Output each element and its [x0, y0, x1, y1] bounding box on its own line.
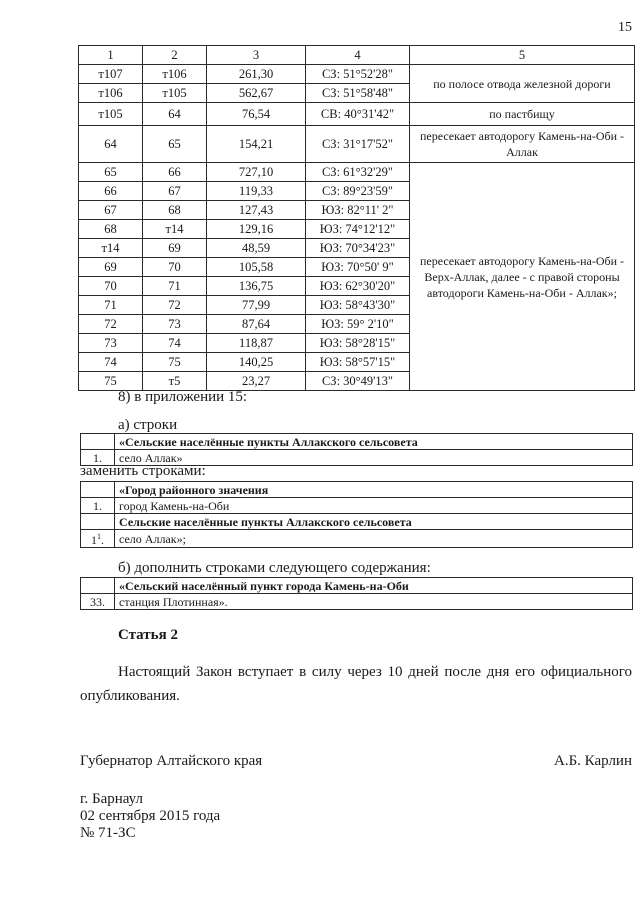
page-number: 15: [618, 20, 632, 35]
replace-row-2-num-sup: 1: [97, 532, 101, 541]
cell-col-4: ЮЗ: 58°57'15": [306, 353, 410, 372]
cell-col-4: СЗ: 30°49'13": [306, 372, 410, 391]
cell-col-2: т14: [143, 220, 207, 239]
part-b-table: [80, 577, 633, 610]
cell-col-2: т106: [143, 65, 207, 84]
cell-col-3: 140,25: [207, 353, 306, 372]
replace-table: [80, 481, 633, 548]
cell-col-4: ЮЗ: 74°12'12": [306, 220, 410, 239]
column-header-5: 5: [410, 46, 635, 65]
cell-col-3: 87,64: [207, 315, 306, 334]
cell-col-3: 48,59: [207, 239, 306, 258]
column-header-1: 1: [79, 46, 143, 65]
route-note-road2: пересекает автодорогу Камень-на-Оби - Верх-Аллак, далее - с правой стороны автодороги Камень-на-Оби - Аллак»;: [410, 163, 635, 391]
part-b-row-text: станция Плотинная».: [115, 594, 633, 610]
cell-col-2: 73: [143, 315, 207, 334]
replace-header-1: «Город районного значения: [115, 482, 633, 498]
cell-col-1: т106: [79, 84, 143, 103]
column-header-3: 3: [207, 46, 306, 65]
cell-col-1: 74: [79, 353, 143, 372]
part-a-row-num: 1.: [81, 450, 115, 466]
item-8: 8) в приложении 15:: [118, 389, 248, 405]
part-b-row-num: 33.: [81, 594, 115, 610]
replace-label: заменить строками:: [80, 463, 206, 479]
replace-empty-cell-2: [81, 514, 115, 530]
cell-col-3: 562,67: [207, 84, 306, 103]
part-b-empty-cell: [81, 578, 115, 594]
cell-col-1: 75: [79, 372, 143, 391]
route-note-road1: пересекает автодорогу Камень-на-Оби - Аллак: [410, 126, 635, 163]
part-b-label: б) дополнить строками следующего содержания:: [118, 560, 431, 576]
replace-row-1-text: город Камень-на-Оби: [115, 498, 633, 514]
part-a-empty-cell: [81, 434, 115, 450]
cell-col-1: т14: [79, 239, 143, 258]
cell-col-2: 69: [143, 239, 207, 258]
replace-row-2-num-main: 1: [91, 533, 97, 547]
cell-col-4: СЗ: 31°17'52": [306, 126, 410, 163]
signature-name: А.Б. Карлин: [553, 753, 632, 769]
cell-col-2: 67: [143, 182, 207, 201]
cell-col-4: СЗ: 61°32'29": [306, 163, 410, 182]
replace-header-2: Сельские населённые пункты Аллакского сельсовета: [115, 514, 633, 530]
cell-col-4: СЗ: 89°23'59": [306, 182, 410, 201]
cell-col-1: 64: [79, 126, 143, 163]
cell-col-4: ЮЗ: 70°34'23": [306, 239, 410, 258]
cell-col-1: т105: [79, 103, 143, 126]
cell-col-4: ЮЗ: 82°11' 2": [306, 201, 410, 220]
cell-col-2: т105: [143, 84, 207, 103]
cell-col-3: 136,75: [207, 277, 306, 296]
cell-col-2: 64: [143, 103, 207, 126]
cell-col-1: 68: [79, 220, 143, 239]
cell-col-4: ЮЗ: 59° 2'10": [306, 315, 410, 334]
cell-col-2: 68: [143, 201, 207, 220]
replace-empty-cell-1: [81, 482, 115, 498]
route-note-pasture: по пастбищу: [410, 103, 635, 126]
article-title: Статья 2: [118, 627, 178, 643]
cell-col-3: 118,87: [207, 334, 306, 353]
cell-col-3: 127,43: [207, 201, 306, 220]
coordinates-table: [78, 45, 635, 391]
cell-col-3: 119,33: [207, 182, 306, 201]
cell-col-2: 72: [143, 296, 207, 315]
signature-position: Губернатор Алтайского края: [80, 753, 263, 769]
cell-col-1: т107: [79, 65, 143, 84]
cell-col-4: ЮЗ: 70°50' 9": [306, 258, 410, 277]
cell-col-3: 23,27: [207, 372, 306, 391]
footer-number: № 71-ЗС: [80, 825, 136, 841]
cell-col-4: СЗ: 51°58'48": [306, 84, 410, 103]
cell-col-4: СВ: 40°31'42": [306, 103, 410, 126]
cell-col-4: ЮЗ: 62°30'20": [306, 277, 410, 296]
cell-col-1: 72: [79, 315, 143, 334]
cell-col-4: ЮЗ: 58°28'15": [306, 334, 410, 353]
cell-col-3: 76,54: [207, 103, 306, 126]
cell-col-2: 74: [143, 334, 207, 353]
part-a-header: «Сельские населённые пункты Аллакского сельсовета: [115, 434, 633, 450]
table-row: [79, 65, 635, 84]
part-a-row-text: село Аллак»: [115, 450, 633, 466]
footer-city: г. Барнаул: [80, 791, 143, 807]
cell-col-1: 69: [79, 258, 143, 277]
cell-col-4: СЗ: 51°52'28": [306, 65, 410, 84]
replace-row-2-text: село Аллак»;: [115, 530, 633, 548]
cell-col-3: 105,58: [207, 258, 306, 277]
part-b-header: «Сельский населённый пункт города Камень-на-Оби: [115, 578, 633, 594]
cell-col-3: 154,21: [207, 126, 306, 163]
table-header-row: [79, 46, 635, 65]
cell-col-2: 75: [143, 353, 207, 372]
part-a-label: а) строки: [118, 417, 178, 433]
table-row: [79, 126, 635, 163]
cell-col-1: 71: [79, 296, 143, 315]
cell-col-3: 727,10: [207, 163, 306, 182]
footer-date: 02 сентября 2015 года: [80, 808, 221, 824]
table-row: [79, 163, 635, 182]
replace-row-2-num-dot: .: [101, 533, 104, 547]
cell-col-1: 73: [79, 334, 143, 353]
column-header-2: 2: [143, 46, 207, 65]
cell-col-3: 129,16: [207, 220, 306, 239]
cell-col-1: 67: [79, 201, 143, 220]
cell-col-2: 70: [143, 258, 207, 277]
cell-col-2: 65: [143, 126, 207, 163]
article-text: Настоящий Закон вступает в силу через 10 дней после дня его официального опубликования.: [80, 664, 632, 704]
cell-col-3: 261,30: [207, 65, 306, 84]
replace-row-1-num: 1.: [81, 498, 115, 514]
column-header-4: 4: [306, 46, 410, 65]
cell-col-2: т5: [143, 372, 207, 391]
cell-col-4: ЮЗ: 58°43'30": [306, 296, 410, 315]
replace-row-2-num: [81, 530, 115, 548]
cell-col-1: 65: [79, 163, 143, 182]
cell-col-3: 77,99: [207, 296, 306, 315]
cell-col-1: 66: [79, 182, 143, 201]
cell-col-2: 71: [143, 277, 207, 296]
cell-col-2: 66: [143, 163, 207, 182]
table-row: [79, 103, 635, 126]
cell-col-1: 70: [79, 277, 143, 296]
route-note-railway: по полосе отвода железной дороги: [410, 65, 635, 103]
